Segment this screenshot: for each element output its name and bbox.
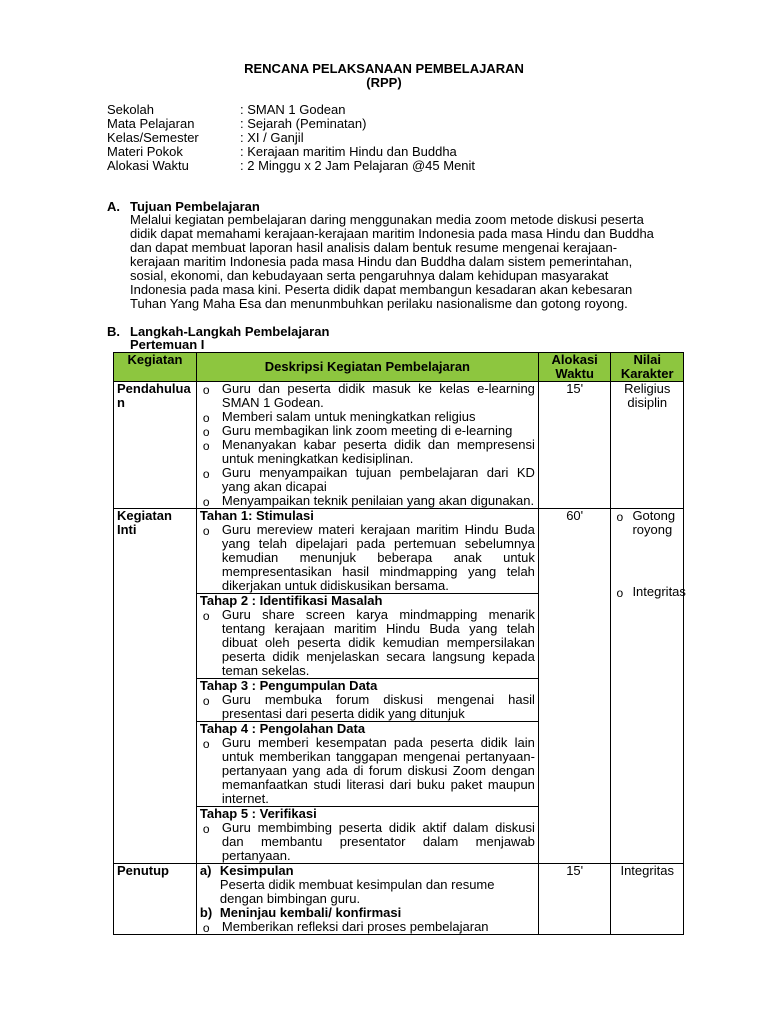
- identity-key: Mata Pelajaran: [107, 116, 195, 131]
- closing-title: Kesimpulan: [219, 863, 294, 878]
- document-title: RENCANA PELAKSANAAN PEMBELAJARAN: [244, 61, 524, 76]
- header-nilai: Nilai Karakter: [611, 353, 684, 382]
- list-item: o Memberi salam untuk meningkatkan religius: [200, 410, 535, 424]
- meeting-label: Pertemuan I: [130, 337, 205, 352]
- identity-key: Kelas/Semester: [107, 130, 199, 145]
- row-character: [611, 509, 684, 864]
- identity-key: Materi Pokok: [107, 144, 183, 159]
- closing-text: Peserta didik membuat kesimpulan dan resume dengan bimbingan guru.: [219, 877, 495, 906]
- list-item: o Guru menyampaikan tujuan pembelajaran dari KD yang akan dicapai: [200, 466, 535, 494]
- row-label-pendahuluan: Pendahuluan: [114, 382, 197, 509]
- list-item: o Guru mereview materi kerajaan maritim Hindu Buda yang telah dipelajari pada pertemuan sebelumnya kemudian menunjuk beberapa anak untuk mempresentasikan hasil mindmapping yang telah dikerjakan untuk didiskusikan bersama.: [200, 523, 535, 593]
- identity-row: [107, 131, 627, 145]
- closing-title: Meninjau kembali/ konfirmasi: [219, 905, 402, 920]
- row-character: Religius disiplin: [611, 382, 684, 509]
- identity-row: [107, 117, 627, 131]
- item-number: b): [199, 905, 213, 920]
- step-block: [197, 678, 538, 721]
- list-item: o Guru membagikan link zoom meeting di e-learning: [200, 424, 535, 438]
- step-title: Tahap 2 : Identifikasi Masalah: [199, 593, 383, 608]
- row-time: 15': [538, 382, 611, 509]
- step-title: Tahap 3 : Pengumpulan Data: [199, 678, 378, 693]
- list-item: o Guru share screen karya mindmapping menarik tentang kerajaan maritim Hindu Buda yang telah dibuat oleh peserta didik kemudian mempersilakan peserta didik menjelaskan secara langsung kepada teman sekelas.: [200, 608, 535, 678]
- paragraph-line: Indonesia pada masa kini. Peserta didik dapat membangun kesadaran akan kebesaran: [130, 282, 633, 297]
- header-alokasi: Alokasi Waktu: [538, 353, 611, 382]
- paragraph-line: Melalui kegiatan pembelajaran daring menggunakan media zoom metode diskusi peserta: [130, 212, 644, 227]
- list-item: o Menanyakan kabar peserta didik dan mempresensi untuk meningkatkan kedisiplinan.: [200, 438, 535, 466]
- list-item: o Guru memberi kesempatan pada peserta didik lain untuk memberikan tanggapan mengenai pertanyaan-pertanyaan yang ada di forum diskusi Zoom dengan memanfaatkan studi literasi dari buku paket maupun internet.: [200, 736, 535, 806]
- section-a-title: Tujuan Pembelajaran: [130, 199, 260, 214]
- identity-row: [107, 159, 627, 173]
- row-label-inti: Kegiatan Inti: [114, 509, 197, 864]
- table-header-row: [114, 353, 684, 382]
- document-subtitle: (RPP): [366, 75, 402, 90]
- list-item: o Memberikan refleksi dari proses pembelajaran: [200, 920, 535, 934]
- section-b-title: Langkah-Langkah Pembelajaran: [130, 324, 330, 339]
- header-deskripsi: Deskripsi Kegiatan Pembelajaran: [196, 353, 538, 382]
- item-number: a): [199, 863, 212, 878]
- row-time: 15': [538, 864, 611, 935]
- character-item: o Gotong royong: [614, 509, 680, 537]
- list-item: o Guru membimbing peserta didik aktif dalam diskusi dan membantu presentator dalam menjawab pertanyaan.: [200, 821, 535, 863]
- identity-value: : 2 Minggu x 2 Jam Pelajaran @45 Menit: [240, 158, 476, 173]
- paragraph-line: Tuhan Yang Maha Esa dan menunmbuhkan perilaku nasionalisme dan gotong royong.: [130, 296, 628, 311]
- section-a-letter: A.: [107, 199, 120, 214]
- identity-key: Sekolah: [107, 102, 154, 117]
- row-character: Integritas: [611, 864, 684, 935]
- step-block: [197, 806, 538, 863]
- section-b-letter: B.: [107, 324, 120, 339]
- step-block: [197, 593, 538, 678]
- row-description: [196, 509, 538, 864]
- identity-value: : SMAN 1 Godean: [240, 102, 346, 117]
- table-row: [114, 864, 684, 935]
- step-title: Tahap 4 : Pengolahan Data: [199, 721, 366, 736]
- identity-value: : Kerajaan maritim Hindu dan Buddha: [240, 144, 457, 159]
- row-description: [196, 864, 538, 935]
- table-row: [114, 509, 684, 864]
- row-time: 60': [538, 509, 611, 864]
- list-item: o Guru membuka forum diskusi mengenai hasil presentasi dari peserta didik yang ditunjuk: [200, 693, 535, 721]
- list-item: o Menyampaikan teknik penilaian yang akan digunakan.: [200, 494, 535, 508]
- header-kegiatan: Kegiatan: [114, 353, 197, 382]
- section-a-paragraph: [130, 213, 698, 311]
- identity-row: [107, 103, 627, 117]
- step-block: [197, 721, 538, 806]
- identity-key: Alokasi Waktu: [107, 158, 189, 173]
- paragraph-line: didik dapat memahami kerajaan-kerajaan maritim Indonesia pada masa Hindu dan Buddha: [130, 226, 654, 241]
- row-label-penutup: Penutup: [114, 864, 197, 935]
- table-row: [114, 382, 684, 509]
- list-item: o Guru dan peserta didik masuk ke kelas e-learning SMAN 1 Godean.: [200, 382, 535, 410]
- paragraph-line: sosial, ekonomi, dan kebudayaan serta pengaruhnya dalam kehidupan masyarakat: [130, 268, 609, 283]
- step-block: [197, 509, 538, 593]
- identity-value: : XI / Ganjil: [240, 130, 304, 145]
- step-title: Tahan 1: Stimulasi: [199, 508, 314, 523]
- step-title: Tahap 5 : Verifikasi: [199, 806, 317, 821]
- identity-row: [107, 145, 627, 159]
- paragraph-line: kerajaan maritim Indonesia pada masa Hindu dan Buddha dalam sistem pemerintahan,: [130, 254, 633, 269]
- identity-value: : Sejarah (Peminatan): [240, 116, 367, 131]
- identity-block: [107, 103, 627, 173]
- character-item: o Integritas: [614, 585, 680, 599]
- row-description: [196, 382, 538, 509]
- learning-steps-table: [113, 352, 684, 935]
- paragraph-line: dan dapat membuat laporan hasil analisis dalam bentuk resume mengenai kerajaan-: [130, 240, 618, 255]
